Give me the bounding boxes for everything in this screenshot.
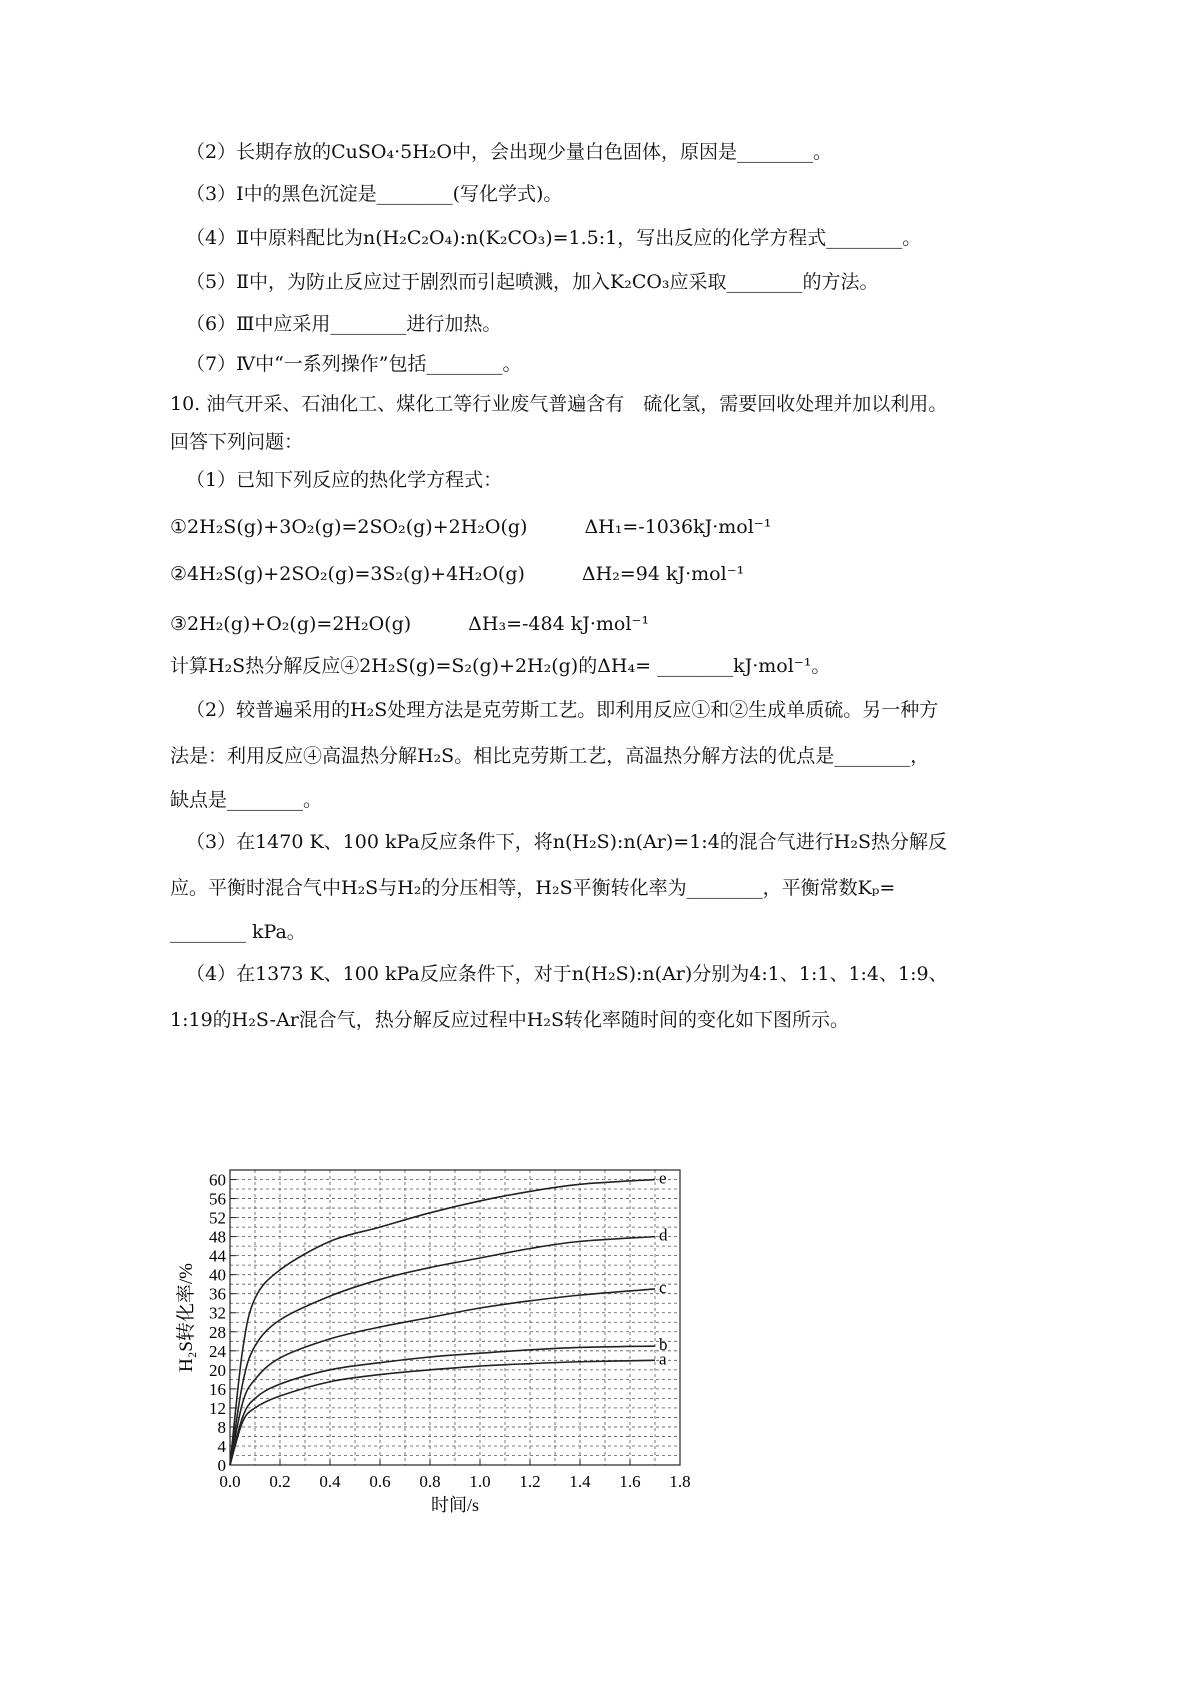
equation-1: ①2H₂S(g)+3O₂(g)=2SO₂(g)+2H₂O(g) ΔH₁=-1036kJ·mol⁻¹ xyxy=(170,516,772,538)
equation-2: ②4H₂S(g)+2SO₂(g)=3S₂(g)+4H₂O(g) ΔH₂=94 kJ·mol⁻¹ xyxy=(170,563,745,585)
y-tick-label: 28 xyxy=(209,1322,226,1342)
x-tick-label: 0.8 xyxy=(419,1472,441,1491)
x-tick-label: 1.0 xyxy=(469,1472,491,1491)
series-label-a: a xyxy=(659,1349,667,1369)
series-line-b xyxy=(230,1346,655,1465)
text-line: 法是：利用反应④高温热分解H₂S。相比克劳斯工艺，高温热分解方法的优点是________， xyxy=(170,745,930,767)
text-line: （3）在1470 K、100 kPa反应条件下，将n(H₂S):n(Ar)=1:4的混合气进行H₂S热分解反 xyxy=(186,831,947,853)
y-tick-label: 12 xyxy=(209,1398,226,1418)
y-tick-label: 48 xyxy=(209,1227,226,1247)
series-line-c xyxy=(230,1289,655,1465)
x-tick-label: 0.4 xyxy=(319,1472,341,1491)
y-tick-label: 56 xyxy=(209,1189,226,1209)
series-label-c: c xyxy=(659,1277,667,1297)
text-line: （6）Ⅲ中应采用________进行加热。 xyxy=(186,313,502,335)
series-line-a xyxy=(230,1360,655,1465)
y-tick-label: 44 xyxy=(209,1246,226,1266)
x-tick-label: 0.6 xyxy=(369,1472,391,1491)
y-tick-label: 0 xyxy=(217,1456,226,1475)
text-line: （7）Ⅳ中“一系列操作”包括________。 xyxy=(186,353,522,375)
text-line: （3）Ⅰ中的黑色沉淀是________(写化学式)。 xyxy=(186,183,563,205)
x-tick-label: 1.8 xyxy=(669,1472,691,1491)
text-line: （1）已知下列反应的热化学方程式： xyxy=(186,469,503,491)
y-tick-label: 60 xyxy=(209,1170,226,1190)
series-label-e: e xyxy=(659,1168,667,1188)
x-tick-label: 1.6 xyxy=(619,1472,641,1491)
text-line: （5）Ⅱ中，为防止反应过于剧烈而引起喷溅，加入K₂CO₃应采取________的方法。 xyxy=(186,271,879,293)
series-label-d: d xyxy=(659,1225,668,1245)
text-line: 回答下列问题： xyxy=(170,431,304,453)
conversion-chart xyxy=(176,1140,780,1540)
x-tick-label: 1.2 xyxy=(519,1472,541,1491)
series-label-b: b xyxy=(659,1335,668,1355)
y-tick-label: 8 xyxy=(217,1417,226,1437)
x-tick-label: 1.4 xyxy=(569,1472,591,1491)
text-line: （4）Ⅱ中原料配比为n(H₂C₂O₄):n(K₂CO₃)=1.5:1，写出反应的化学方程式________。 xyxy=(186,227,922,249)
text-line: （2）较普遍采用的H₂S处理方法是克劳斯工艺。即利用反应①和②生成单质硫。另一种方 xyxy=(186,699,939,721)
text-line: （2）长期存放的CuSO₄·5H₂O中，会出现少量白色固体，原因是________。 xyxy=(186,141,832,163)
y-tick-label: 32 xyxy=(209,1303,226,1323)
chart-svg xyxy=(176,1140,780,1540)
y-axis-label: H₂S转化率/% xyxy=(176,1262,197,1373)
text-line: 缺点是________。 xyxy=(170,789,323,811)
x-tick-label: 0.2 xyxy=(269,1472,291,1491)
y-tick-label: 16 xyxy=(209,1379,226,1399)
question-10-heading: 10. 油气开采、石油化工、煤化工等行业废气普遍含有 硫化氢，需要回收处理并加以利用。 xyxy=(170,393,948,415)
y-tick-label: 4 xyxy=(217,1436,226,1456)
y-tick-label: 20 xyxy=(209,1360,226,1380)
y-tick-label: 36 xyxy=(209,1284,226,1304)
text-line: ________ kPa。 xyxy=(170,921,306,943)
text-line: 计算H₂S热分解反应④2H₂S(g)=S₂(g)+2H₂(g)的ΔH₄= ________kJ·mol⁻¹。 xyxy=(170,655,831,677)
text-line: 应。平衡时混合气中H₂S与H₂的分压相等，H₂S平衡转化率为________，平衡常数Kₚ= xyxy=(170,877,896,899)
equation-3: ③2H₂(g)+O₂(g)=2H₂O(g) ΔH₃=-484 kJ·mol⁻¹ xyxy=(170,613,650,635)
text-line: 1:19的H₂S-Ar混合气，热分解反应过程中H₂S转化率随时间的变化如下图所示。 xyxy=(170,1009,849,1031)
x-axis-label: 时间/s xyxy=(430,1495,480,1515)
text-line: （4）在1373 K、100 kPa反应条件下，对于n(H₂S):n(Ar)分别为4:1、1:1、1:4、1:9、 xyxy=(186,963,948,985)
y-tick-label: 52 xyxy=(209,1208,226,1228)
y-tick-label: 40 xyxy=(209,1265,226,1285)
x-tick-label: 0.0 xyxy=(219,1472,241,1491)
y-tick-label: 24 xyxy=(209,1341,226,1361)
